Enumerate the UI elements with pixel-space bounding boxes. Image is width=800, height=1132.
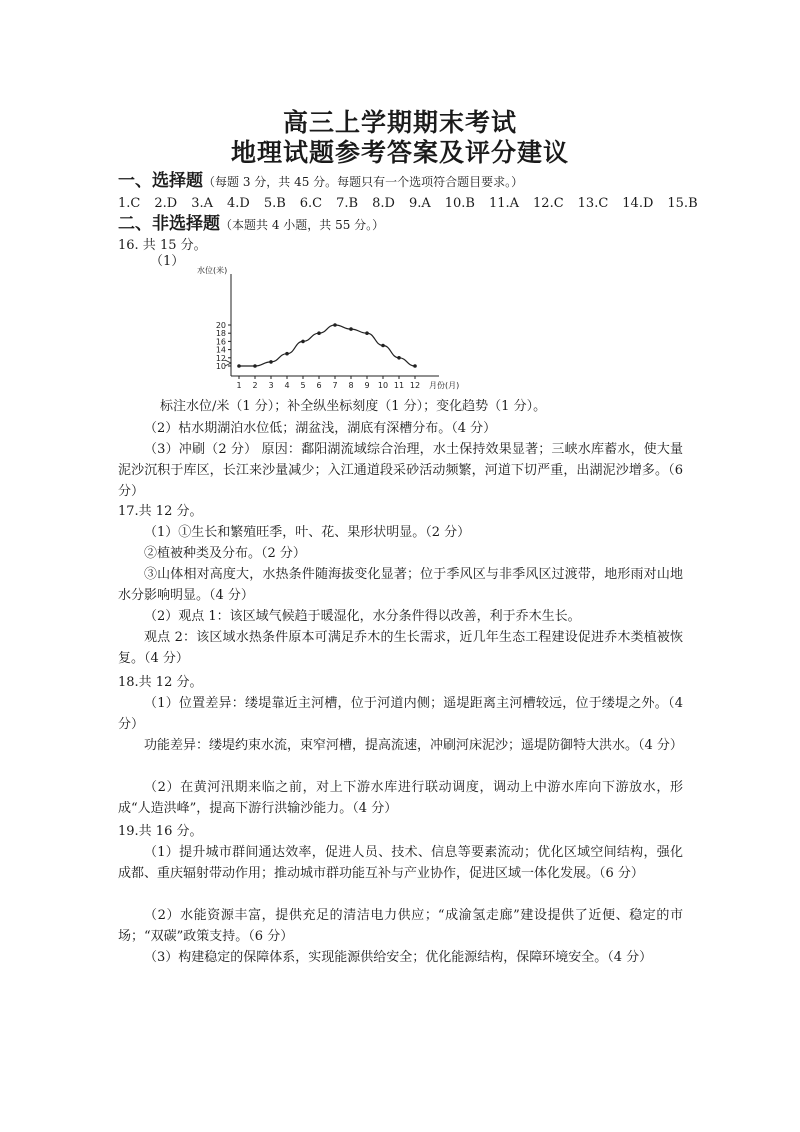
data-point — [285, 352, 289, 356]
q19-part2: （2）水能资源丰富，提供充足的清洁电力供应；“成渝氢走廊”建设提供了近便、稳定的市场；“双碳”政策支持。（6 分） — [118, 908, 683, 944]
answer-item: 9.A — [408, 196, 431, 211]
data-point — [381, 344, 385, 348]
x-tick-label: 12 — [409, 381, 421, 390]
answer-item: 4.D — [226, 196, 250, 211]
q19-head: 19.共 16 分。 — [118, 824, 203, 839]
answer-item: 13.C — [577, 196, 609, 211]
section-1-header — [118, 171, 523, 193]
y-tick-label: 18 — [215, 329, 226, 339]
data-point — [317, 331, 321, 335]
q18-part3: （2）在黄河汛期来临之前，对上下游水库进行联动调度，调动上中游水库向下游放水，形成“人造洪峰”，提高下游行洪输沙能力。（4 分） — [118, 780, 683, 816]
section-1-heading: 一、选择题 — [118, 171, 203, 191]
q17-part4: （2）观点 1：该区域气候趋于暖湿化，水分条件得以改善，利于乔木生长。 — [144, 609, 581, 624]
q16-part3: （3）冲刷（2 分） 原因：鄱阳湖流域综合治理，水土保持效果显著；三峡水库蓄水，使大量泥沙沉积于库区，长江来沙量减少；入江通道段采砂活动频繁，河道下切严重，出湖泥沙增多。（6 分） — [118, 442, 683, 499]
y-tick-label: 12 — [215, 353, 226, 363]
section-2-note: （本题共 4 小题，共 55 分。） — [220, 218, 385, 232]
water-level-line — [239, 325, 415, 366]
x-tick-label: 2 — [252, 381, 258, 390]
q17-part5: 观点 2：该区域水热条件原本可满足乔木的生长需求，近几年生态工程建设促进乔木类植被恢复。（4 分） — [118, 630, 683, 666]
x-tick-label: 7 — [332, 381, 338, 390]
q19-part3: （3）构建稳定的保障体系，实现能源供给安全；优化能源结构，保障环境安全。（4 分） — [144, 950, 653, 965]
title-line-1: 高三上学期期末考试 — [282, 108, 517, 137]
answer-item: 14.D — [622, 196, 654, 211]
answer-item: 3.A — [191, 196, 213, 211]
answer-item: 6.C — [299, 196, 323, 211]
x-tick-label: 6 — [316, 381, 322, 390]
section-2-header — [118, 214, 384, 236]
y-tick-label: 16 — [215, 337, 226, 347]
q16-head: 16. 共 15 分。 — [118, 238, 207, 253]
q16-part2: （2）枯水期湖泊水位低；湖盆浅，湖底有深槽分布。（4 分） — [144, 421, 497, 436]
q17-part2: ②植被种类及分布。（2 分） — [144, 546, 306, 561]
data-point — [349, 327, 353, 331]
answer-item: 8.D — [372, 196, 395, 211]
answer-item: 5.B — [263, 196, 286, 211]
answer-item: 10.B — [444, 196, 475, 211]
q17-head: 17.共 12 分。 — [118, 504, 203, 519]
q18-part2: 功能差异：缕堤约束水流，束窄河槽，提高流速，冲刷河床泥沙；遥堤防御特大洪水。（4 分） — [144, 738, 683, 753]
answer-item: 11.A — [488, 196, 520, 211]
answer-item: 15.B — [667, 196, 698, 211]
answer-item: 7.B — [336, 196, 359, 211]
choice-answers — [118, 194, 712, 214]
x-tick-label: 9 — [364, 381, 370, 390]
q17-part1: （1）①生长和繁殖旺季，叶、花、果形状明显。（2 分） — [144, 525, 471, 540]
y-tick-label: 10 — [215, 362, 226, 371]
x-tick-label: 8 — [348, 381, 354, 390]
x-tick-label: 5 — [300, 381, 306, 390]
data-point — [237, 364, 241, 368]
q16-part1-label: （1） — [150, 254, 185, 269]
x-tick-label: 1 — [236, 381, 242, 390]
q17-part3: ③山体相对高度大，水热条件随海拔变化显著；位于季风区与非季风区过渡带，地形雨对山地水分影响明显。（4 分） — [118, 567, 683, 603]
water-level-chart — [195, 262, 475, 396]
chart-y-label: 水位(米) — [197, 266, 228, 275]
answer-item: 12.C — [533, 196, 564, 211]
q18-part1: （1）位置差异：缕堤靠近主河槽，位于河道内侧；遥堤距离主河槽较远，位于缕堤之外。（4 分） — [118, 696, 683, 732]
section-1-note: （每题 3 分，共 45 分。每题只有一个选项符合题目要求。） — [203, 175, 524, 189]
data-point — [269, 360, 273, 364]
x-tick-label: 11 — [393, 381, 405, 390]
title-line-2: 地理试题参考答案及评分建议 — [230, 138, 569, 167]
chart-x-label: 月份(月) — [429, 381, 460, 390]
q19-part1: （1）提升城市群间通达效率，促进人员、技术、信息等要素流动；优化区域空间结构，强化成都、重庆辐射带动作用；推动城市群功能互补与产业协作，促进区域一体化发展。（6 分） — [118, 845, 683, 881]
x-tick-label: 10 — [377, 381, 389, 390]
data-point — [397, 356, 401, 360]
y-tick-label: 20 — [215, 321, 226, 330]
section-2-heading: 二、非选择题 — [118, 214, 220, 234]
y-tick-label: 14 — [215, 345, 226, 355]
data-point — [301, 340, 305, 344]
x-tick-label: 4 — [284, 381, 290, 390]
data-point — [333, 323, 337, 327]
x-tick-label: 3 — [268, 381, 274, 390]
answer-item: 1.C — [118, 196, 141, 211]
data-point — [253, 364, 257, 368]
data-point — [413, 364, 417, 368]
answer-item: 2.D — [154, 196, 178, 211]
data-point — [365, 331, 369, 335]
q18-head: 18.共 12 分。 — [118, 675, 203, 690]
q16-part1-scoring: 标注水位/米（1 分）；补全纵坐标刻度（1 分）；变化趋势（1 分）。 — [160, 399, 547, 414]
